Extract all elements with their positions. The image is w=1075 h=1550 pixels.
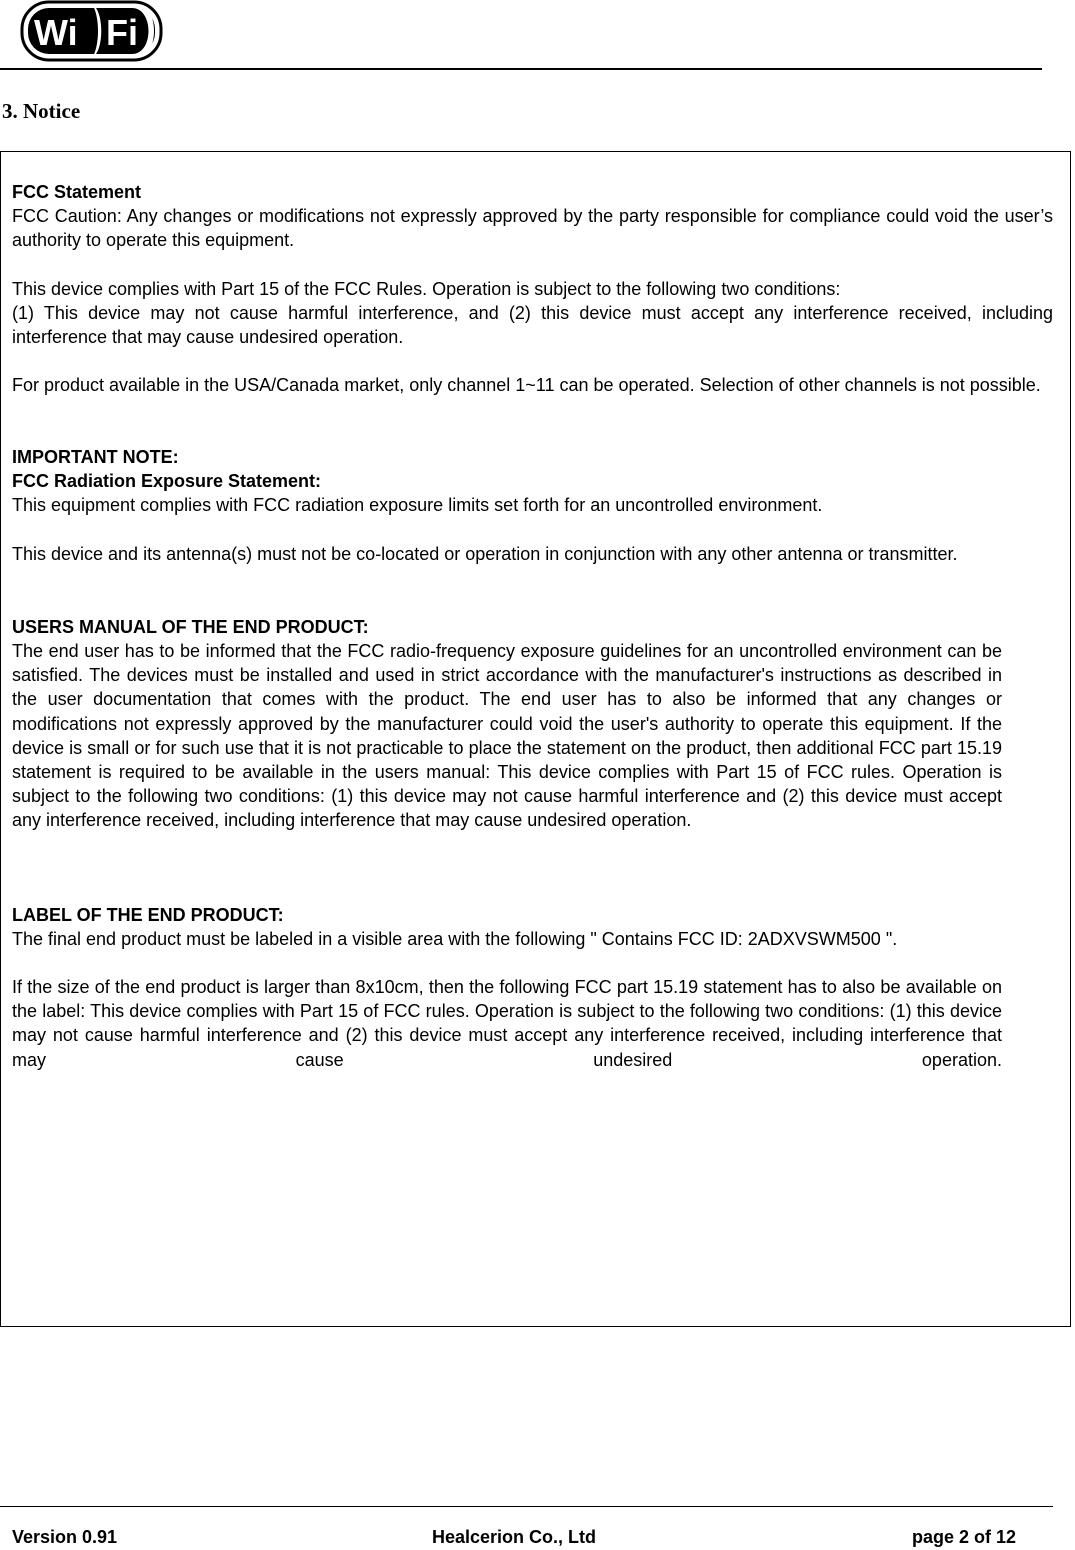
fcc-statement-heading: FCC Statement [12,182,142,202]
footer-divider [0,1506,1053,1507]
wifi-logo [20,0,163,62]
colocation-text: This device and its antenna(s) must not be co-located or operation in conjunction with any other antenna or transmitter. [12,544,958,564]
header-divider [0,68,1042,70]
users-manual-heading: USERS MANUAL OF THE END PRODUCT: [12,617,369,637]
fcc-caution-text: FCC Caution: Any changes or modifications not expressly approved by the party responsible for compliance could void the user’s authority to operate this equipment. [12,206,1053,251]
label-heading: LABEL OF THE END PRODUCT: [12,905,284,925]
fcc-conditions-text: (1) This device may not cause harmful interference, and (2) this device must accept any interference received, including interference that may cause undesired operation. [12,303,1053,348]
footer-page-number: page 2 of 12 [912,1527,1017,1547]
label-fcc-id-text: The final end product must be labeled in a visible area with the following " Contains FCC ID: 2ADXVSWM500 ". [12,929,898,949]
section-title: 3. Notice [2,99,81,123]
radiation-exposure-heading: FCC Radiation Exposure Statement: [12,471,322,491]
footer-company: Healcerion Co., Ltd [432,1527,597,1547]
radiation-exposure-text: This equipment complies with FCC radiation exposure limits set forth for an uncontrolled environment. [12,495,823,515]
users-manual-text: The end user has to be informed that the FCC radio-frequency exposure guidelines for an uncontrolled environment can be satisfied. The devices must be installed and used in strict accordance with the manufacturer's instructions as described in the user documentation that comes with the product. The end user has to also be informed that any changes or modifications not expressly approved by the manufacturer could void the user's authority to operate this equipment. If the device is small or for such use that it is not practicable to place the statement on the product, then additional FCC part 15.19 statement is required to be available in the users manual: This device complies with Part 15 of FCC rules. Operation is subject to the following two conditions: (1) this device may not cause harmful interference and (2) this device must accept any interference received, including interference that may cause undesired operation. [12,641,1002,831]
important-note-heading: IMPORTANT NOTE: [12,447,179,467]
channel-note-text: For product available in the USA/Canada market, only channel 1~11 can be operated. Selection of other channels is not possible. [12,375,1041,395]
footer-version: Version 0.91 [12,1527,118,1547]
wifi-logo-left-text: Wi [34,12,78,53]
fcc-compliance-line: This device complies with Part 15 of the FCC Rules. Operation is subject to the following two conditions: [12,279,841,299]
label-size-note-text: If the size of the end product is larger than 8x10cm, then the following FCC part 15.19 statement has to also be available on the label: This device complies with Part 15 of FCC rules. Operation is subject to the following two conditions: (1) this device may not cause harmful interference and (2) this device must accept any interference received, including interference that may cause undesired operation. [12,977,1002,1070]
wifi-logo-right-text: Fi [106,12,138,53]
